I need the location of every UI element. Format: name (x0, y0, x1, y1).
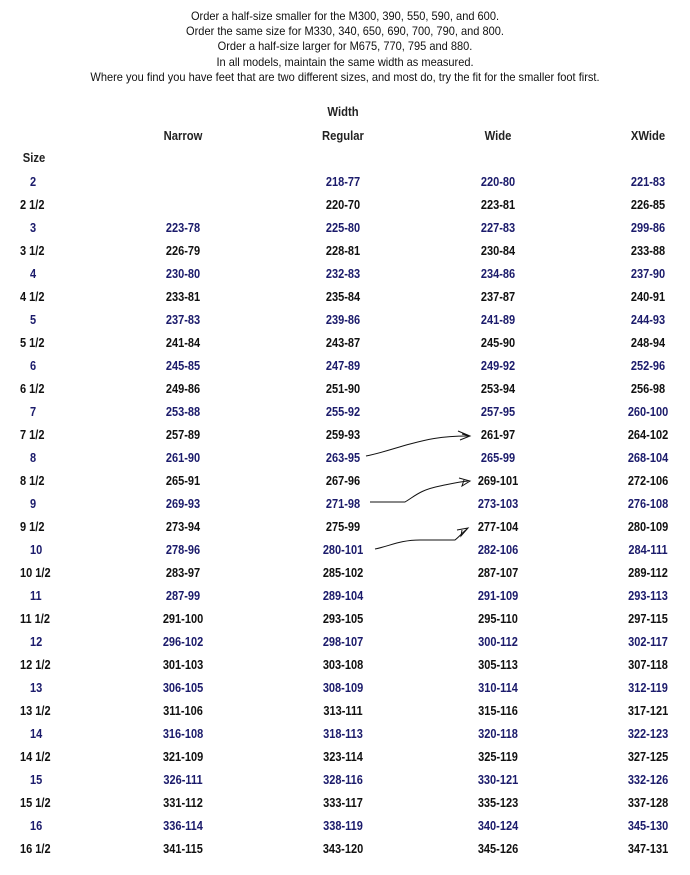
measurement-cell-narrow: 278-96 (165, 543, 201, 557)
size-cell: 13 (30, 681, 43, 695)
measurement-cell-regular: 280-101 (322, 543, 364, 557)
size-cell: 16 1/2 (20, 842, 51, 856)
measurement-cell-narrow: 223-78 (165, 221, 201, 235)
measurement-cell-narrow: 291-100 (162, 612, 204, 626)
measurement-cell-regular: 285-102 (322, 566, 364, 580)
measurement-cell-wide: 315-116 (478, 704, 518, 718)
measurement-cell-xwide: 312-119 (628, 681, 668, 695)
measurement-cell-wide: 234-86 (480, 267, 516, 281)
measurement-cell-regular: 228-81 (325, 244, 361, 258)
measurement-cell-narrow: 233-81 (165, 290, 201, 304)
measurement-cell-regular: 232-83 (325, 267, 361, 281)
measurement-cell-wide: 310-114 (478, 681, 518, 695)
arrow-280-101-to-277-104 (375, 529, 467, 549)
size-cell: 14 (30, 727, 43, 741)
measurement-cell-regular: 289-104 (322, 589, 364, 603)
note-line: Where you find you have feet that are two different sizes, and most do, try the fit for the smaller foot first. (90, 69, 600, 84)
measurement-cell-xwide: 237-90 (630, 267, 666, 281)
size-cell: 4 1/2 (20, 290, 45, 304)
measurement-cell-narrow: 249-86 (165, 382, 201, 396)
measurement-cell-wide: 330-121 (477, 773, 519, 787)
measurement-cell-regular: 218-77 (325, 175, 361, 189)
measurement-cell-wide: 295-110 (478, 612, 518, 626)
column-header-wide: Wide (484, 129, 512, 143)
measurement-cell-wide: 265-99 (480, 451, 516, 465)
measurement-cell-regular: 220-70 (325, 198, 361, 212)
measurement-cell-narrow: 253-88 (165, 405, 201, 419)
size-cell: 4 (30, 267, 37, 281)
measurement-cell-regular: 251-90 (325, 382, 361, 396)
measurement-cell-regular: 275-99 (325, 520, 361, 534)
measurement-cell-xwide: 302-117 (628, 635, 668, 649)
size-cell: 15 (30, 773, 43, 787)
measurement-cell-regular: 323-114 (323, 750, 363, 764)
measurement-cell-narrow: 237-83 (165, 313, 201, 327)
measurement-cell-narrow: 326-111 (163, 773, 203, 787)
measurement-cell-regular: 239-86 (325, 313, 361, 327)
measurement-cell-xwide: 226-85 (630, 198, 666, 212)
measurement-cell-xwide: 256-98 (630, 382, 666, 396)
measurement-cell-regular: 263-95 (325, 451, 361, 465)
size-cell: 6 1/2 (20, 382, 45, 396)
measurement-cell-xwide: 332-126 (627, 773, 669, 787)
measurement-cell-xwide: 345-130 (627, 819, 669, 833)
column-header-xwide: XWide (630, 129, 666, 143)
size-cell: 8 1/2 (20, 474, 45, 488)
size-heading: Size (22, 151, 46, 165)
measurement-cell-narrow: 226-79 (165, 244, 201, 258)
measurement-cell-narrow: 257-89 (165, 428, 201, 442)
measurement-cell-narrow: 283-97 (165, 566, 201, 580)
measurement-cell-wide: 261-97 (480, 428, 516, 442)
size-cell: 2 1/2 (20, 198, 45, 212)
measurement-cell-regular: 243-87 (325, 336, 361, 350)
measurement-cell-xwide: 280-109 (627, 520, 669, 534)
measurement-cell-xwide: 272-106 (627, 474, 669, 488)
size-cell: 13 1/2 (20, 704, 51, 718)
arrowhead (457, 528, 468, 536)
measurement-cell-narrow: 287-99 (165, 589, 201, 603)
measurement-cell-regular: 308-109 (322, 681, 364, 695)
size-cell: 5 1/2 (20, 336, 45, 350)
measurement-cell-wide: 345-126 (477, 842, 519, 856)
measurement-cell-narrow: 296-102 (162, 635, 204, 649)
size-cell: 3 1/2 (20, 244, 45, 258)
measurement-cell-regular: 333-117 (323, 796, 363, 810)
size-cell: 9 1/2 (20, 520, 45, 534)
measurement-cell-xwide: 322-123 (627, 727, 669, 741)
measurement-cell-wide: 291-109 (477, 589, 519, 603)
measurement-cell-narrow: 331-112 (163, 796, 203, 810)
measurement-cell-regular: 247-89 (325, 359, 361, 373)
measurement-cell-narrow: 306-105 (162, 681, 204, 695)
measurement-cell-wide: 241-89 (480, 313, 516, 327)
measurement-cell-narrow: 341-115 (163, 842, 203, 856)
arrow-263-95-to-261-97 (366, 436, 468, 456)
measurement-cell-wide: 253-94 (480, 382, 516, 396)
measurement-cell-xwide: 327-125 (627, 750, 669, 764)
measurement-cell-narrow: 261-90 (165, 451, 201, 465)
measurement-cell-regular: 271-98 (325, 497, 361, 511)
measurement-cell-regular: 328-116 (323, 773, 363, 787)
measurement-cell-xwide: 289-112 (628, 566, 668, 580)
measurement-cell-regular: 298-107 (322, 635, 364, 649)
size-cell: 12 (30, 635, 43, 649)
note-line: In all models, maintain the same width as measured. (216, 54, 474, 69)
size-cell: 7 1/2 (20, 428, 45, 442)
size-cell: 11 1/2 (20, 612, 50, 626)
measurement-cell-wide: 249-92 (480, 359, 516, 373)
measurement-cell-xwide: 276-108 (627, 497, 669, 511)
measurement-cell-wide: 223-81 (480, 198, 516, 212)
measurement-cell-wide: 257-95 (480, 405, 516, 419)
measurement-cell-narrow: 311-106 (163, 704, 203, 718)
measurement-cell-xwide: 240-91 (630, 290, 666, 304)
note-line: Order a half-size larger for M675, 770, 795 and 880. (217, 39, 473, 54)
measurement-cell-xwide: 248-94 (630, 336, 666, 350)
size-cell: 16 (30, 819, 43, 833)
measurement-cell-wide: 245-90 (480, 336, 516, 350)
size-cell: 15 1/2 (20, 796, 51, 810)
size-cell: 10 (30, 543, 43, 557)
note-line: Order the same size for M330, 340, 650, 690, 700, 790, and 800. (186, 24, 504, 39)
measurement-cell-xwide: 252-96 (630, 359, 666, 373)
measurement-cell-wide: 325-119 (478, 750, 518, 764)
measurement-cell-narrow: 241-84 (165, 336, 201, 350)
measurement-cell-wide: 269-101 (477, 474, 519, 488)
measurement-cell-narrow: 230-80 (165, 267, 201, 281)
measurement-cell-regular: 235-84 (325, 290, 361, 304)
measurement-cell-regular: 255-92 (325, 405, 361, 419)
measurement-cell-wide: 230-84 (480, 244, 516, 258)
measurement-cell-narrow: 336-114 (163, 819, 203, 833)
measurement-cell-xwide: 297-115 (628, 612, 668, 626)
measurement-cell-regular: 225-80 (325, 221, 361, 235)
measurement-cell-xwide: 293-113 (628, 589, 668, 603)
measurement-cell-regular: 318-113 (323, 727, 363, 741)
measurement-cell-narrow: 245-85 (165, 359, 201, 373)
size-cell: 3 (30, 221, 37, 235)
measurement-cell-wide: 273-103 (477, 497, 519, 511)
column-header-narrow: Narrow (163, 129, 203, 143)
size-cell: 8 (30, 451, 37, 465)
size-cell: 2 (30, 175, 37, 189)
measurement-cell-wide: 227-83 (480, 221, 516, 235)
measurement-cell-xwide: 221-83 (630, 175, 666, 189)
measurement-cell-regular: 267-96 (325, 474, 361, 488)
measurement-cell-regular: 259-93 (325, 428, 361, 442)
size-cell: 14 1/2 (20, 750, 51, 764)
size-cell: 7 (30, 405, 37, 419)
measurement-cell-xwide: 244-93 (630, 313, 666, 327)
arrow-271-98-to-269-101 (370, 481, 468, 502)
measurement-cell-narrow: 301-103 (162, 658, 204, 672)
measurement-cell-wide: 287-107 (477, 566, 519, 580)
measurement-cell-wide: 237-87 (480, 290, 516, 304)
measurement-cell-wide: 320-118 (478, 727, 518, 741)
measurement-cell-wide: 335-123 (477, 796, 519, 810)
measurement-cell-xwide: 233-88 (630, 244, 666, 258)
measurement-cell-regular: 313-111 (323, 704, 363, 718)
measurement-cell-narrow: 265-91 (165, 474, 201, 488)
measurement-cell-regular: 343-120 (322, 842, 364, 856)
arrowhead (458, 431, 470, 440)
size-cell: 12 1/2 (20, 658, 51, 672)
column-header-regular: Regular (322, 129, 364, 143)
measurement-cell-wide: 305-113 (478, 658, 518, 672)
measurement-cell-xwide: 264-102 (627, 428, 669, 442)
measurement-cell-regular: 293-105 (322, 612, 364, 626)
width-heading: Width (327, 105, 359, 119)
measurement-cell-xwide: 307-118 (628, 658, 668, 672)
measurement-cell-xwide: 260-100 (627, 405, 669, 419)
measurement-cell-xwide: 347-131 (627, 842, 669, 856)
measurement-cell-xwide: 299-86 (630, 221, 666, 235)
measurement-cell-regular: 303-108 (322, 658, 364, 672)
size-cell: 6 (30, 359, 37, 373)
measurement-cell-wide: 300-112 (478, 635, 518, 649)
measurement-cell-wide: 340-124 (477, 819, 519, 833)
measurement-cell-wide: 277-104 (477, 520, 519, 534)
measurement-cell-wide: 282-106 (477, 543, 519, 557)
measurement-cell-wide: 220-80 (480, 175, 516, 189)
measurement-cell-narrow: 316-108 (162, 727, 204, 741)
note-line: Order a half-size smaller for the M300, 390, 550, 590, and 600. (190, 9, 500, 23)
measurement-cell-narrow: 269-93 (165, 497, 201, 511)
measurement-cell-xwide: 317-121 (627, 704, 669, 718)
measurement-cell-xwide: 268-104 (627, 451, 669, 465)
measurement-cell-xwide: 284-111 (628, 543, 668, 557)
size-cell: 9 (30, 497, 37, 511)
measurement-cell-regular: 338-119 (323, 819, 363, 833)
measurement-cell-xwide: 337-128 (627, 796, 669, 810)
measurement-cell-narrow: 321-109 (162, 750, 204, 764)
size-cell: 11 (30, 589, 42, 603)
size-cell: 10 1/2 (20, 566, 51, 580)
size-cell: 5 (30, 313, 37, 327)
measurement-cell-narrow: 273-94 (165, 520, 201, 534)
